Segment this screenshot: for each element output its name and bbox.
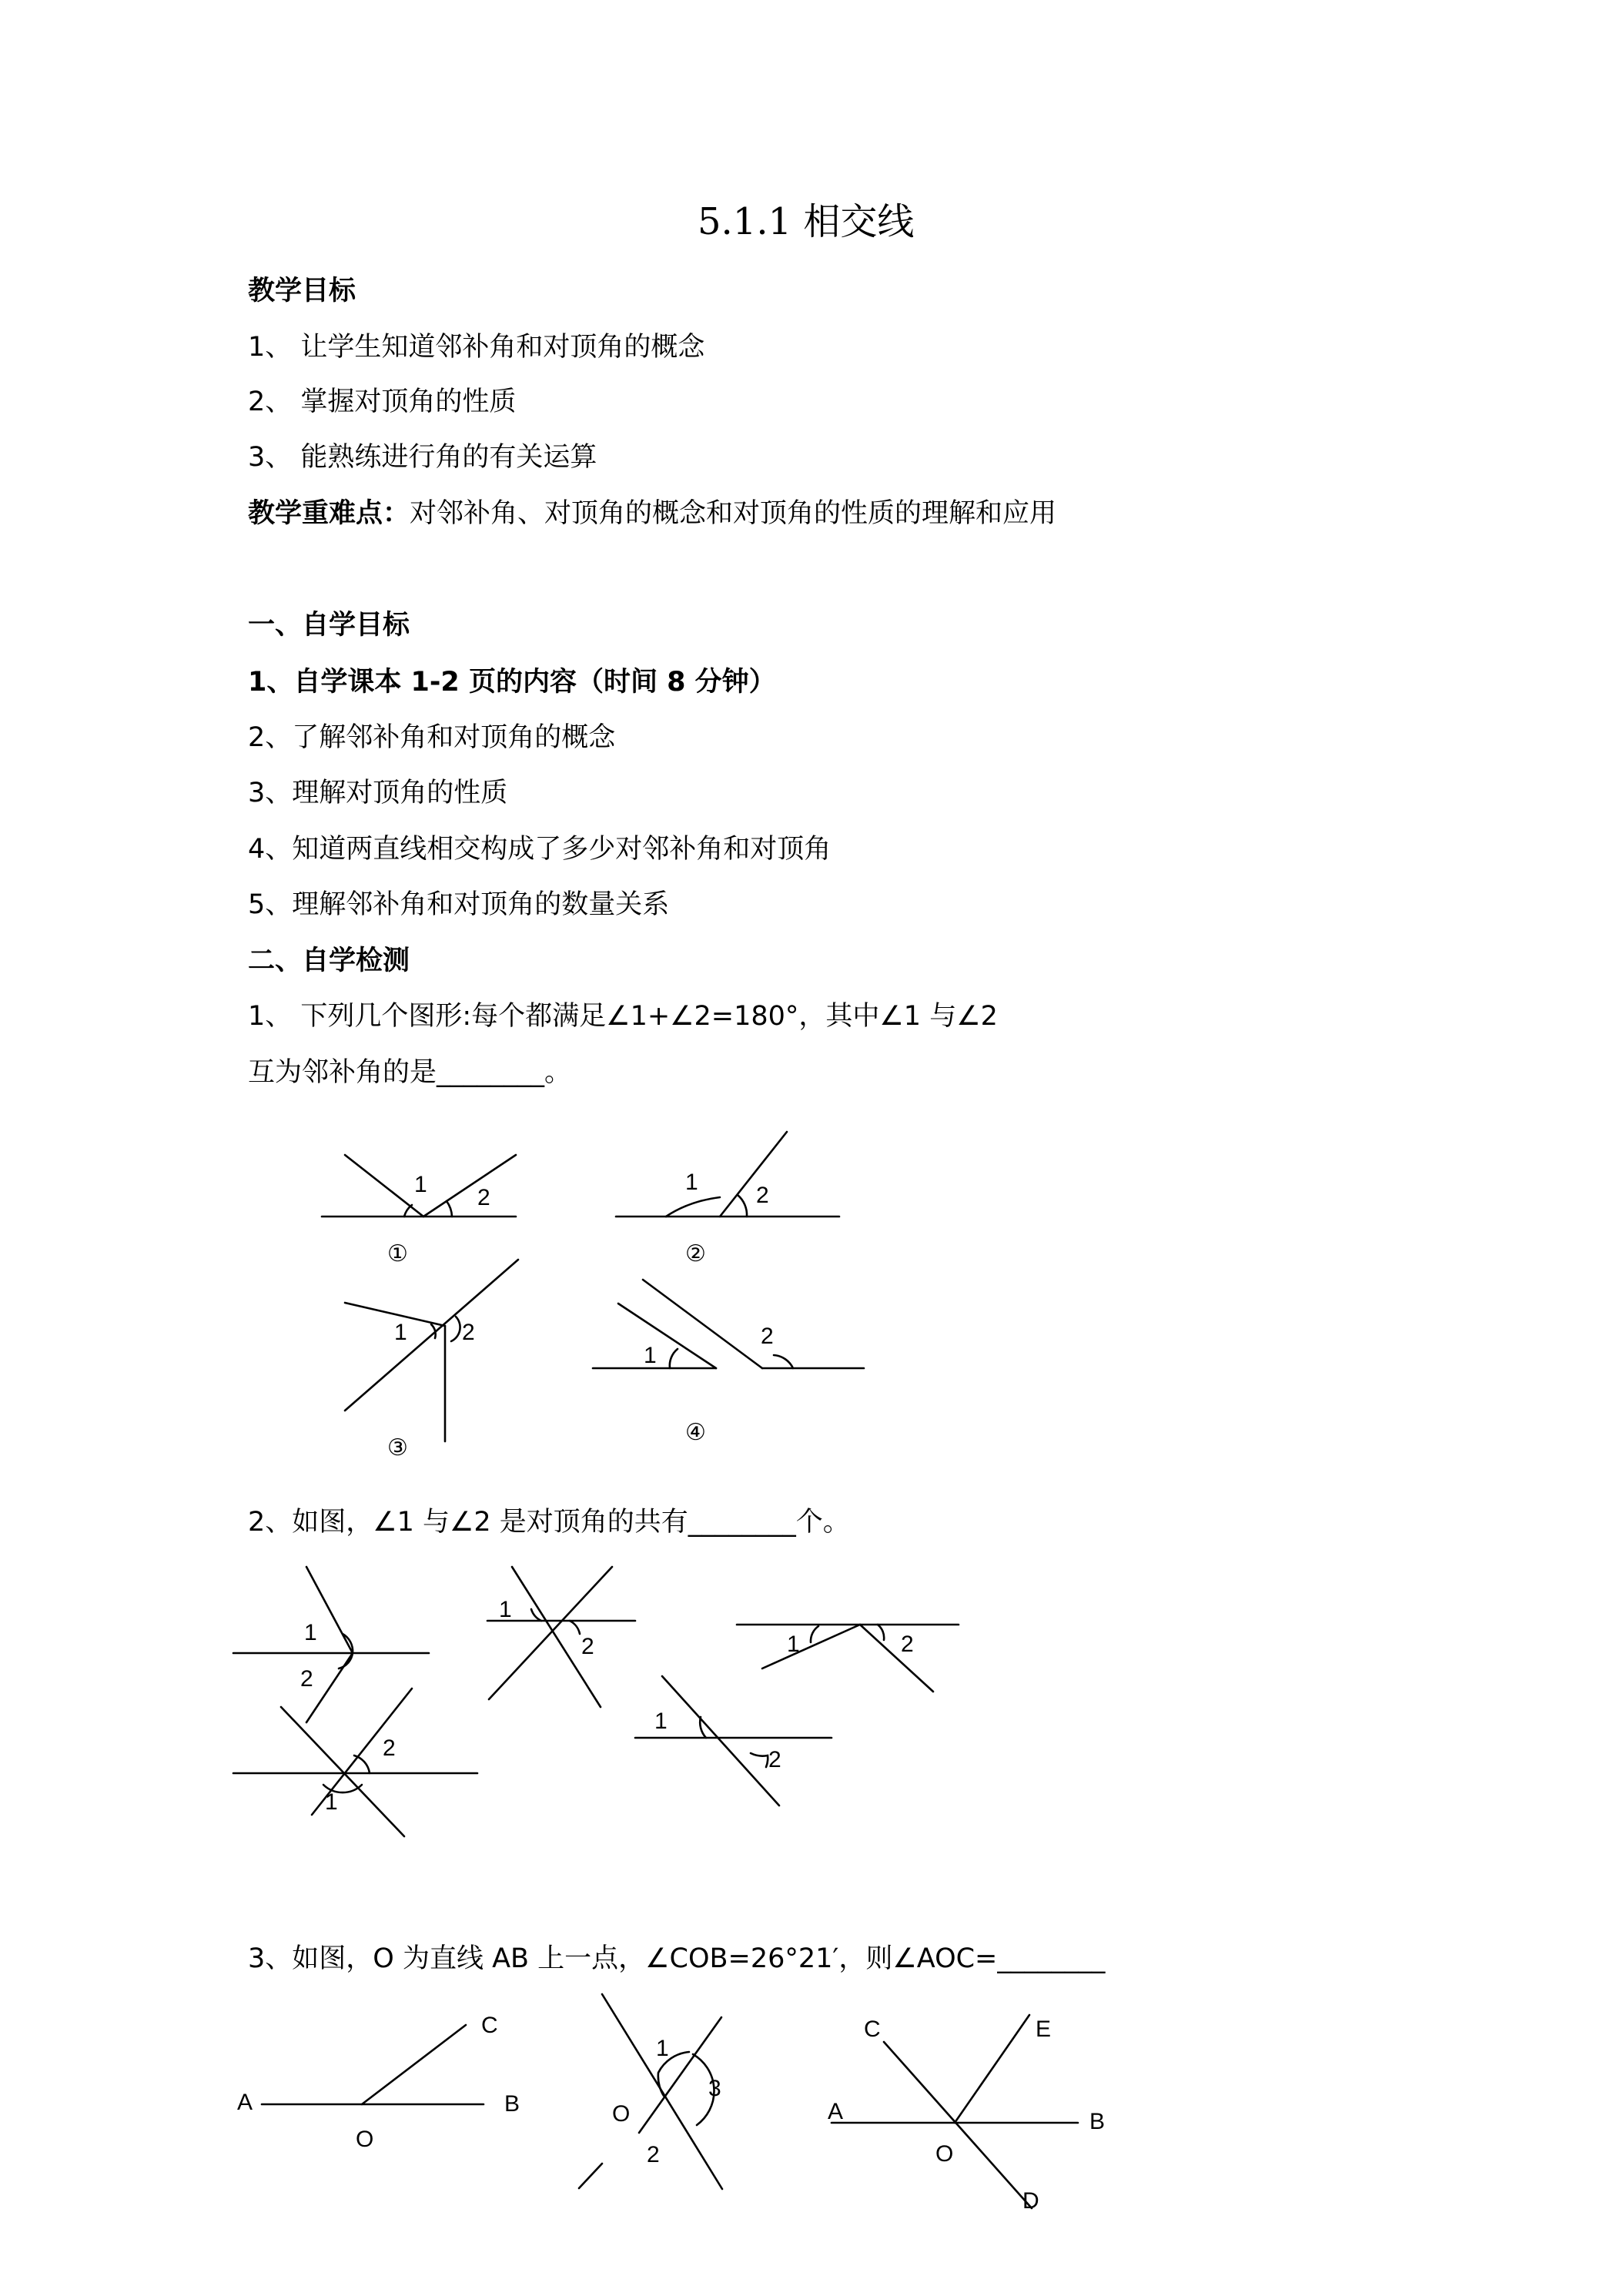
- point-b-label: B: [1089, 2109, 1106, 2134]
- angle-1-label: 1: [644, 1343, 657, 1368]
- angle-2-label: 2: [300, 1666, 313, 1692]
- point-c-label: C: [481, 2013, 498, 2038]
- point-e-label: E: [1036, 2017, 1052, 2042]
- angle-2-label: 2: [768, 1747, 781, 1772]
- question-1-line-1: 1、 下列几个图形:每个都满足∠1+∠2=180°，其中∠1 与∠2: [248, 1001, 998, 1032]
- objectives-heading: 教学目标: [248, 276, 356, 306]
- angle-1-label: 1: [394, 1320, 407, 1345]
- self-study-item: 4、知道两直线相交构成了多少对邻补角和对顶角: [248, 834, 832, 865]
- page-title: 5.1.1 相交线: [698, 200, 915, 243]
- figure-4-label: ④: [685, 1420, 706, 1445]
- angle-1-label: 1: [304, 1620, 317, 1645]
- q3-figure-c: [828, 2015, 1105, 2214]
- angle-3-label: 3: [708, 2076, 721, 2101]
- angle-1-label: 1: [656, 2036, 669, 2061]
- self-study-item: 3、理解对顶角的性质: [248, 778, 508, 808]
- self-study-item: 2、了解邻补角和对顶角的概念: [248, 722, 616, 753]
- angle-1-label: 1: [325, 1789, 338, 1815]
- point-a-label: A: [237, 2090, 253, 2115]
- question-1-line-2: 互为邻补角的是________。: [248, 1057, 572, 1088]
- question-2: 2、如图，∠1 与∠2 是对顶角的共有________个。: [248, 1507, 850, 1538]
- angle-2-label: 2: [756, 1183, 769, 1208]
- point-o-label: O: [935, 2141, 954, 2167]
- figure-2-label: ②: [685, 1241, 706, 1267]
- figure-3-label: ③: [387, 1435, 408, 1461]
- self-study-heading: 一、自学目标: [248, 610, 410, 641]
- angle-2-label: 2: [477, 1185, 490, 1210]
- angle-2-label: 2: [901, 1632, 914, 1657]
- q3-figure-b: [579, 1994, 722, 2189]
- angle-2-label: 2: [462, 1320, 475, 1345]
- point-c-label: C: [864, 2017, 881, 2042]
- self-study-item: 5、理解邻补角和对顶角的数量关系: [248, 889, 670, 920]
- figure-1-label: ①: [387, 1241, 408, 1267]
- objective-item: 2、 掌握对顶角的性质: [248, 387, 517, 417]
- angle-2-label: 2: [581, 1634, 594, 1659]
- point-a-label: A: [828, 2099, 844, 2124]
- angle-1-label: 1: [414, 1172, 427, 1197]
- angle-1-label: 1: [787, 1632, 800, 1657]
- point-o-label: O: [356, 2127, 374, 2152]
- angle-2-label: 2: [647, 2142, 660, 2167]
- angle-1-label: 1: [654, 1709, 668, 1734]
- point-b-label: B: [504, 2091, 520, 2117]
- key-points-label: 教学重难点：: [248, 498, 410, 529]
- q3-figure-a: [237, 2013, 520, 2152]
- angle-2-label: 2: [761, 1324, 774, 1349]
- objective-item: 1、 让学生知道邻补角和对顶角的概念: [248, 332, 705, 363]
- angle-2-label: 2: [383, 1735, 396, 1761]
- test-heading: 二、自学检测: [248, 946, 410, 976]
- key-points-text: 对邻补角、对顶角的概念和对顶角的性质的理解和应用: [410, 498, 1057, 529]
- self-study-item: 1、自学课本 1-2 页的内容（时间 8 分钟）: [248, 667, 776, 698]
- question-3: 3、如图，O 为直线 AB 上一点，∠COB=26°21′，则∠AOC=________: [248, 1943, 1106, 1974]
- angle-1-label: 1: [685, 1170, 698, 1195]
- objective-item: 3、 能熟练进行角的有关运算: [248, 442, 597, 473]
- point-o-label: O: [612, 2101, 631, 2127]
- angle-1-label: 1: [499, 1597, 512, 1622]
- point-d-label: D: [1022, 2188, 1039, 2214]
